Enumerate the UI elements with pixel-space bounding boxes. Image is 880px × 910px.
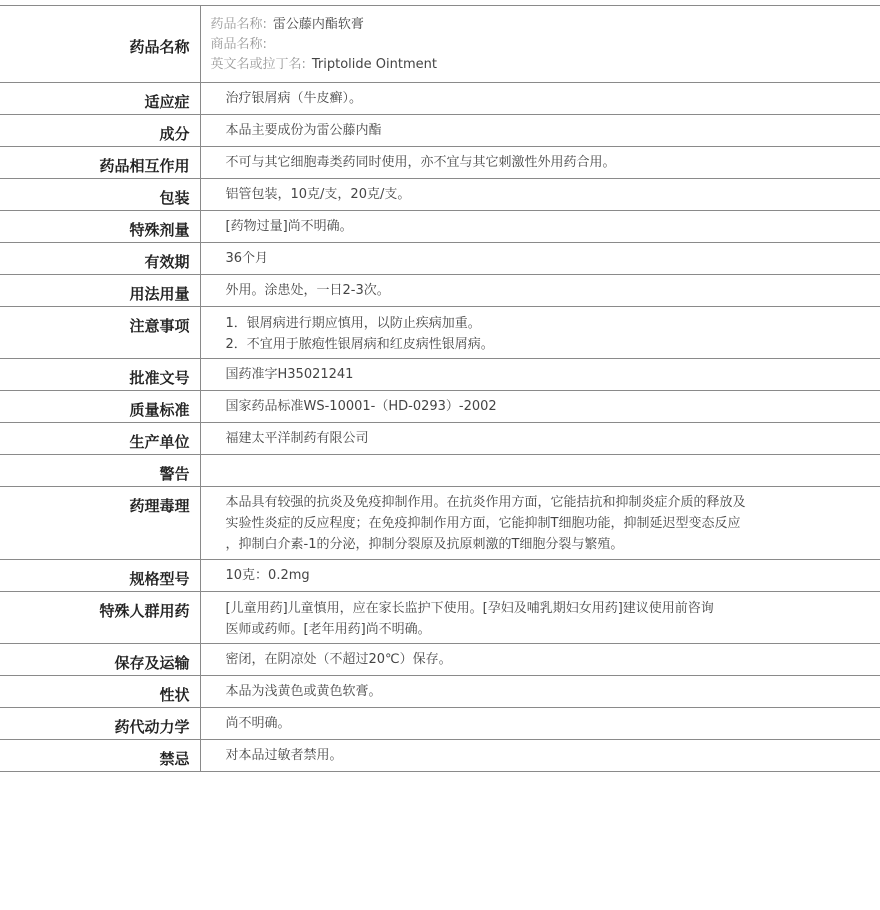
drug-spec-table [0,5,880,772]
english-name-label: 英文名或拉丁名: [210,57,306,72]
row-dosage [0,275,880,307]
row-label: 性状 [0,676,200,708]
row-text: [儿童用药]儿童慎用，应在家长监护下使用。[孕妇及哺乳期妇女用药]建议使用前咨询 [225,601,714,616]
row-text: 铝管包装，10克/支，20克/支。 [225,187,411,202]
row-value [200,6,880,83]
row-label: 特殊剂量 [0,211,200,243]
row-label: 规格型号 [0,560,200,592]
row-pharmacokinetics [0,708,880,740]
row-special-dosage [0,211,880,243]
row-label: 特殊人群用药 [0,592,200,644]
row-value [200,676,880,708]
row-warning [0,455,880,487]
row-text: 36个月 [225,251,269,266]
row-value [200,644,880,676]
row-label: 用法用量 [0,275,200,307]
row-text: 医师或药师。[老年用药]尚不明确。 [225,622,431,637]
row-value [200,560,880,592]
row-value [200,243,880,275]
row-text: 本品为浅黄色或黄色软膏。 [225,684,382,699]
row-indications [0,83,880,115]
row-text: 不可与其它细胞毒类药同时使用，亦不宜与其它刺激性外用药合用。 [225,155,616,170]
row-label: 药代动力学 [0,708,200,740]
row-interactions [0,147,880,179]
generic-name-label: 药品名称: [210,17,267,32]
row-label: 成分 [0,115,200,147]
row-value [200,211,880,243]
row-label: 生产单位 [0,423,200,455]
row-precautions [0,307,880,359]
trade-name-label: 商品名称: [210,37,267,52]
english-name-value: Triptolide Ointment [311,57,437,72]
row-text: 对本品过敏者禁用。 [225,748,343,763]
row-text: 国家药品标准WS-10001-（HD-0293）-2002 [225,399,497,414]
row-specification [0,560,880,592]
row-text: 国药准字H35021241 [225,367,354,382]
row-value [200,423,880,455]
row-approval-number [0,359,880,391]
row-text: 密闭，在阴凉处（不超过20℃）保存。 [225,652,452,667]
row-value [200,740,880,772]
trade-name-line [211,35,880,55]
row-appearance [0,676,880,708]
row-ingredients [0,115,880,147]
row-value [200,147,880,179]
row-text: 外用。涂患处，一日2-3次。 [225,283,390,298]
row-text: 尚不明确。 [225,716,291,731]
row-text: 实验性炎症的反应程度；在免疫抑制作用方面，它能抑制T细胞功能，抑制延迟型变态反应 [225,516,741,531]
row-label: 有效期 [0,243,200,275]
row-value [200,83,880,115]
row-label: 包装 [0,179,200,211]
row-label: 保存及运输 [0,644,200,676]
row-quality-standard [0,391,880,423]
row-text: 10克：0.2mg [225,568,310,583]
row-value [200,455,880,487]
generic-name-value: 雷公藤内酯软膏 [272,17,364,32]
row-label: 药理毒理 [0,487,200,560]
row-text: 治疗银屑病（牛皮癣）。 [225,91,363,106]
row-manufacturer [0,423,880,455]
row-text: 福建太平洋制药有限公司 [225,431,369,446]
row-value [200,708,880,740]
row-packaging [0,179,880,211]
row-label: 注意事项 [0,307,200,359]
row-text: 2．不宜用于脓疱性银屑病和红皮病性银屑病。 [225,337,494,352]
row-label: 禁忌 [0,740,200,772]
row-value [200,275,880,307]
english-name-line [211,55,880,75]
row-special-populations [0,592,880,644]
row-text: 本品主要成份为雷公藤内酯 [225,123,382,138]
row-value [200,487,880,560]
row-label: 适应症 [0,83,200,115]
row-shelf-life [0,243,880,275]
row-label: 批准文号 [0,359,200,391]
row-value [200,391,880,423]
row-label: 药品相互作用 [0,147,200,179]
row-text: [药物过量]尚不明确。 [225,219,353,234]
row-text: 本品具有较强的抗炎及免疫抑制作用。在抗炎作用方面，它能拮抗和抑制炎症介质的释放及 [225,495,746,510]
row-value [200,307,880,359]
row-label: 质量标准 [0,391,200,423]
row-pharmacology [0,487,880,560]
row-text: 1．银屑病进行期应慎用，以防止疾病加重。 [225,316,481,331]
row-label: 警告 [0,455,200,487]
row-value [200,179,880,211]
row-drug-name [0,6,880,83]
row-storage [0,644,880,676]
row-text: ，抑制白介素-1的分泌，抑制分裂原及抗原刺激的T细胞分裂与繁殖。 [225,537,624,552]
row-value [200,592,880,644]
generic-name-line [211,15,880,35]
row-value [200,115,880,147]
row-contraindications [0,740,880,772]
row-value [200,359,880,391]
row-label: 药品名称 [0,6,200,83]
